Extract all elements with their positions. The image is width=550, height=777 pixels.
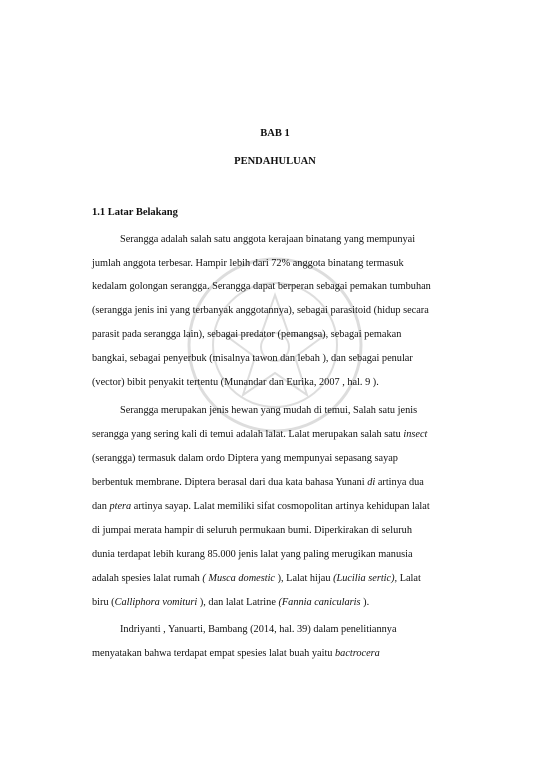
- paragraph-line: biru (Calliphora vomituri ), dan lalat Latrine (Fannia canicularis ).: [92, 597, 370, 608]
- paragraph-line: parasit pada serangga lain), sebagai predator (pemangsa), sebagai pemakan: [92, 329, 402, 340]
- paragraph-line: (vector) bibit penyakit tertentu (Munandar dan Eurika, 2007 , hal. 9 ).: [92, 377, 379, 388]
- paragraph-line: di jumpai merata hampir di seluruh permukaan bumi. Diperkirakan di seluruh: [92, 525, 412, 536]
- paragraph-line: adalah spesies lalat rumah ( Musca domestic ), Lalat hijau (Lucilia sertic), Lalat: [92, 573, 421, 584]
- paragraph-line: (serangga) termasuk dalam ordo Diptera yang mempunyai sepasang sayap: [92, 453, 398, 464]
- paragraph-line: dan ptera artinya sayap. Lalat memiliki sifat cosmopolitan artinya kehidupan lalat: [92, 501, 430, 512]
- chapter-number: BAB 1: [260, 128, 290, 139]
- chapter-title: PENDAHULUAN: [234, 156, 316, 167]
- paragraph-line: jumlah anggota terbesar. Hampir lebih dari 72% anggota binatang termasuk: [92, 258, 404, 269]
- paragraph-line: berbentuk membrane. Diptera berasal dari dua kata bahasa Yunani di artinya dua: [92, 477, 424, 488]
- paragraph-line: menyatakan bahwa terdapat empat spesies lalat buah yaitu bactrocera: [92, 648, 380, 659]
- paragraph-line: Serangga merupakan jenis hewan yang mudah di temui, Salah satu jenis: [120, 405, 418, 416]
- paragraph-line: serangga yang sering kali di temui adalah lalat. Lalat merupakan salah satu insect: [92, 429, 428, 440]
- section-heading: 1.1 Latar Belakang: [92, 207, 178, 218]
- paragraph-line: (serangga jenis ini yang terbanyak anggotannya), sebagai parasitoid (hidup secara: [92, 305, 429, 316]
- paragraph-line: dunia terdapat lebih kurang 85.000 jenis lalat yang paling merugikan manusia: [92, 549, 413, 560]
- paragraph-line: Serangga adalah salah satu anggota kerajaan binatang yang mempunyai: [120, 234, 416, 245]
- paragraph-line: Indriyanti , Yanuarti, Bambang (2014, hal. 39) dalam penelitiannya: [120, 624, 397, 635]
- paragraph-line: kedalam golongan serangga. Serangga dapat berperan sebagai pemakan tumbuhan: [92, 281, 431, 292]
- paragraph-line: bangkai, sebagai penyerbuk (misalnya tawon dan lebah ), dan sebagai penular: [92, 353, 413, 364]
